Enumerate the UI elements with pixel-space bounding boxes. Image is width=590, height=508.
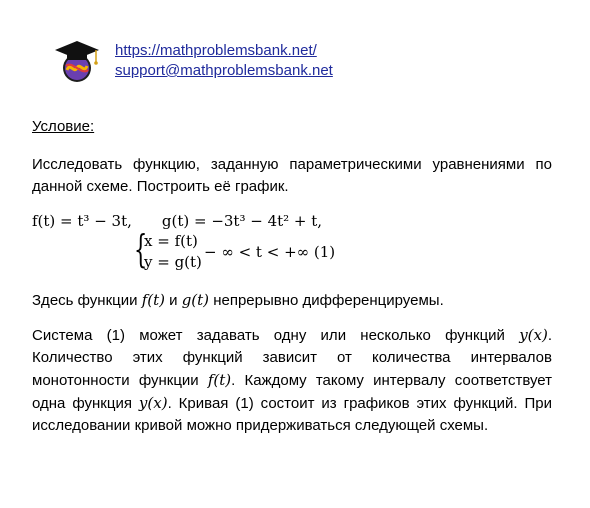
system-brace: { (134, 227, 148, 271)
graduation-cap-logo-icon (52, 38, 102, 84)
support-email-link[interactable]: support@mathproblemsbank.net (115, 62, 333, 79)
p2-text-3: непрерывно дифференцируемы. (209, 292, 444, 309)
header-links (115, 41, 333, 81)
task-paragraph: Исследовать функцию, заданную параметрическими уравнениями по данной схеме. Построить её график. (32, 156, 552, 195)
p3-text-4: . Кривая (1) состоит из графиков этих функций. При исследовании кривой можно придерживаться следующей схемы. (32, 395, 553, 434)
p3-yx-2: y(x) (138, 394, 168, 412)
function-definitions (32, 212, 322, 230)
p2-g: g(t) (181, 291, 210, 309)
system-range: − ∞ < t < +∞ (1) (204, 243, 336, 261)
p3-text-3: . Каждому такому интервалу соответствует одна функция (32, 372, 552, 412)
p3-yx-1: y(x) (519, 326, 548, 344)
p3-text-2: . Количество этих функций зависит от количества интервалов монотонности функции (32, 327, 552, 389)
system-description-paragraph (32, 324, 552, 437)
p3-text-1: Система (1) может задавать одну или несколько функций (32, 327, 520, 344)
p2-text-1: Здесь функции (32, 292, 142, 309)
condition-heading: Условие: (32, 118, 95, 135)
p2-f: f(t) (141, 291, 165, 309)
g-definition: g(t) = −3t³ − 4t² + t, (161, 212, 323, 230)
differentiability-paragraph (32, 289, 552, 312)
site-link[interactable]: https://mathproblemsbank.net/ (115, 42, 317, 59)
p2-text-2: и (164, 292, 182, 309)
system-x-equation: x = f(t) (144, 232, 198, 250)
system-y-equation: y = g(t) (144, 253, 202, 271)
f-definition: f(t) = t³ − 3t, (32, 212, 132, 230)
p3-ft: f(t) (207, 371, 232, 389)
